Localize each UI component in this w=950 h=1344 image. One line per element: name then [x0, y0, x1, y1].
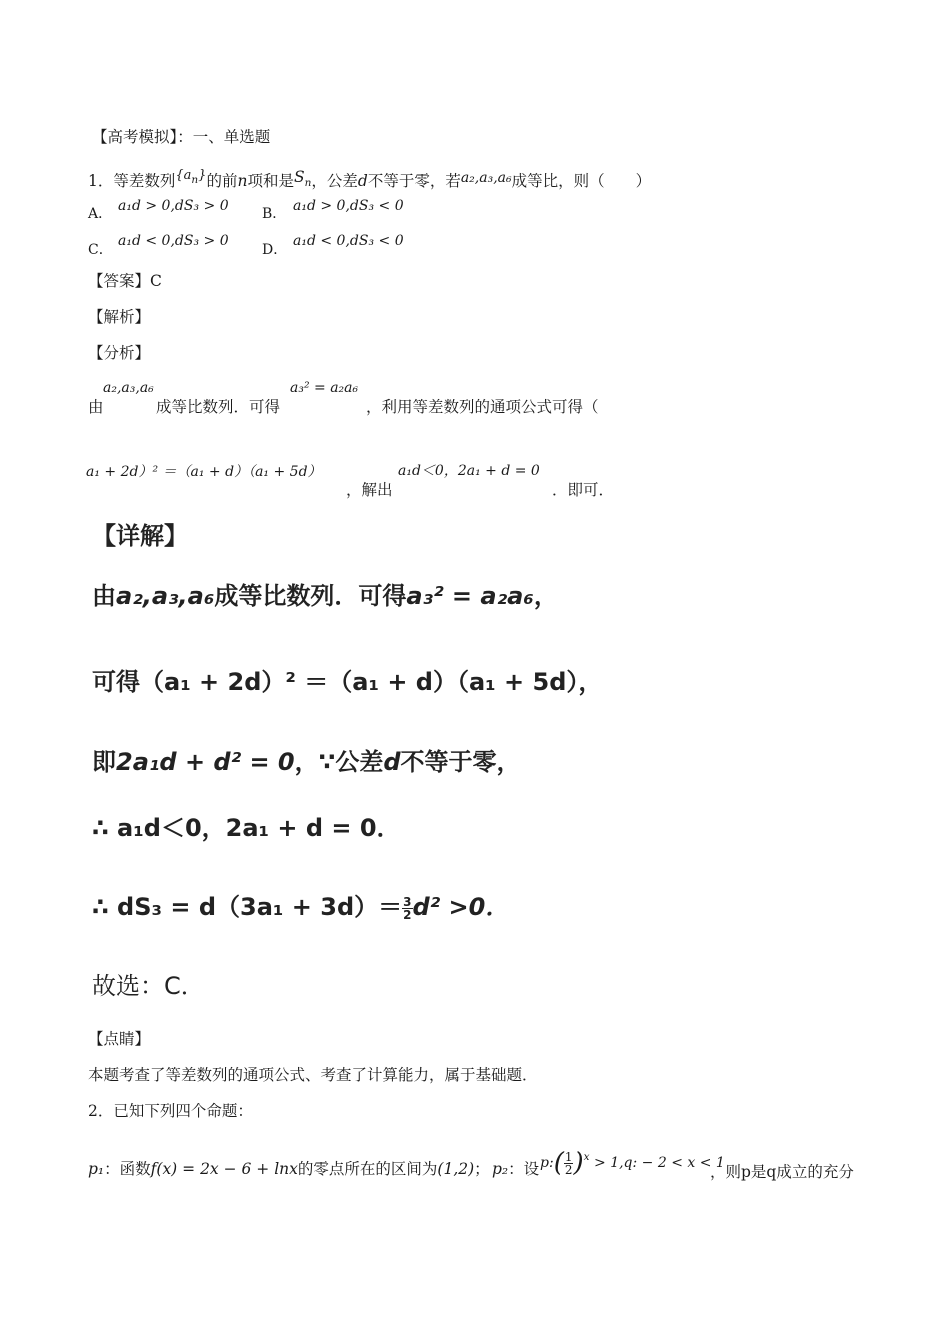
analysis-heading: 【解析】	[88, 308, 151, 326]
fenxi-line-1-end: ，利用等差数列的通项公式可得（	[366, 398, 599, 416]
option-d-label: D．	[262, 242, 288, 258]
question-2-p2-label: p₂：设	[492, 1160, 540, 1178]
detail-line-3: 即2a₁d + d² = 0，∵公差d不等于零，	[92, 748, 521, 776]
option-d-expr: a₁d < 0,dS₃ < 0	[293, 233, 404, 249]
detail-line-6: 故选：C．	[92, 972, 205, 1000]
fenxi-heading: 【分析】	[88, 344, 151, 362]
fraction: $\frac{3}{2}$	[403, 894, 412, 922]
option-c-label: C．	[88, 242, 113, 258]
fenxi-line-2-eq: a₁ + 2d）² ＝（a₁ + d）（a₁ + 5d）	[86, 464, 322, 480]
dianjing-heading: 【点睛】	[88, 1030, 151, 1048]
detail-line-5: ∴ dS₃ = d（3a₁ + 3d）＝ $\frac{3}{2}$ d² >0．	[92, 893, 510, 922]
detail-line-1: 由a₂,a₃,a₆成等比数列．可得a₃² = a₂a₆，	[92, 582, 558, 610]
fenxi-line-2-eq2: a₁d＜0，2a₁ + d = 0	[398, 463, 540, 479]
option-a-label: A．	[88, 206, 113, 222]
detail-line-4: ∴ a₁d＜0，2a₁ + d = 0．	[92, 814, 401, 842]
fenxi-line-1-terms: a₂,a₃,a₆	[103, 380, 154, 396]
fenxi-line-2-end: ．即可．	[552, 481, 615, 499]
option-c-expr: a₁d < 0,dS₃ > 0	[118, 233, 229, 249]
fenxi-line-1-prefix: 由	[88, 398, 104, 416]
option-b-expr: a₁d > 0,dS₃ < 0	[293, 198, 404, 214]
answer: 【答案】C	[88, 272, 162, 290]
question-2-stem: 2．已知下列四个命题：	[88, 1102, 253, 1120]
section-title: 【高考模拟】：一、单选题	[92, 128, 271, 146]
fenxi-line-2-mid: ，解出	[346, 481, 393, 499]
question-2-p2-end: ，则p是q成立的充分	[710, 1163, 854, 1181]
summary-text: 本题考查了等差数列的通项公式、考查了计算能力，属于基础题．	[88, 1066, 538, 1084]
fenxi-line-1-mid: 成等比数列．可得	[156, 398, 281, 416]
detail-line-2: 可得（a₁ + 2d）² ＝（a₁ + d）（a₁ + 5d），	[92, 668, 603, 696]
base-fraction: $\frac{1}{2}$	[564, 1149, 573, 1177]
option-b-label: B．	[262, 206, 287, 222]
fenxi-line-1-eq: a₃² = a₂a₆	[290, 380, 359, 396]
xiangjie-heading: 【详解】	[92, 522, 188, 550]
question-2-p2-expr: p:( $\frac{1}{2}$ )$^x$ > 1,q: − 2 < x < 1	[540, 1148, 725, 1178]
question-2-p1: p₁：函数f(x) = 2x − 6 + lnx的零点所在的区间为(1,2)；	[88, 1160, 490, 1178]
question-1-stem: 1．等差数列$^{\{a_n\}}$的前n项和是$S_n$，公差d不等于零，若a₂,a₃,a₆成等比，则（ ）	[88, 168, 652, 190]
option-a-expr: a₁d > 0,dS₃ > 0	[118, 198, 229, 214]
